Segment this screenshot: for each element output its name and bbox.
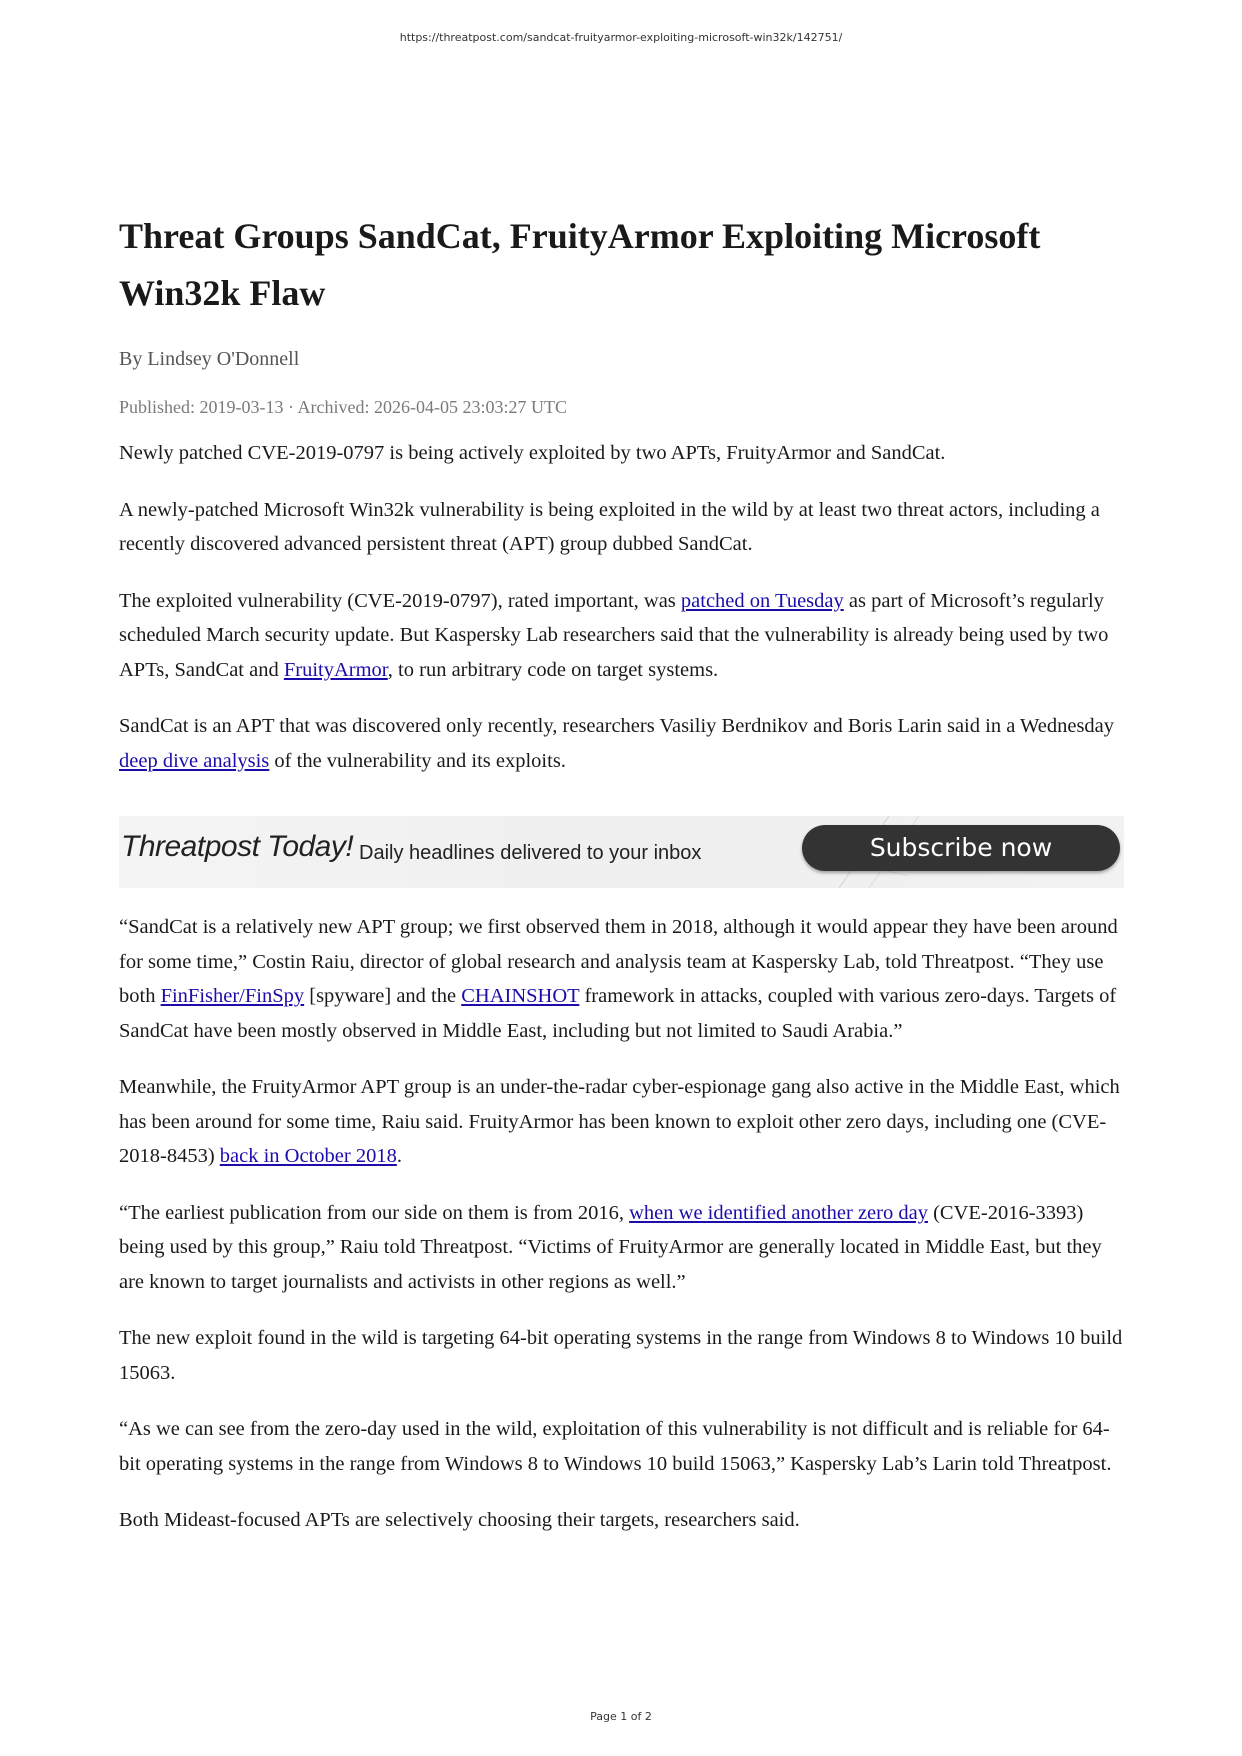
paragraph-4: SandCat is an APT that was discovered only recently, researchers Vasiliy Berdnikov and Boris Larin said in a Wednesday deep dive analysis of the vulnerability and its exploits. — [119, 715, 1115, 772]
patched-on-tuesday-link[interactable]: patched on Tuesday — [680, 589, 844, 612]
fruityarmor-link[interactable]: FruityArmor — [283, 658, 388, 681]
finfisher-finspy-link[interactable]: FinFisher/FinSpy — [160, 985, 305, 1007]
article — [119, 208, 1124, 1538]
paragraph-9: “As we can see from the zero-day used in the wild, exploitation of this vulnerability is not difficult and is reliable for 64-bit operating systems in the range from Windows 8 to Windows 10 build 15063,” Kaspersky Lab’s Larin told Threatpost. — [119, 1418, 1112, 1475]
page-number: Page 1 of 2 — [590, 1710, 652, 1723]
paragraph-5: “SandCat is a relatively new APT group; we first observed them in 2018, although it would appear they have been around for some time,” Costin Raiu, director of global research and analysis team at Kaspersky Lab, told Threatpost. “They use both FinFisher/FinSpy [spyware] and the CHAINSHOT framework in attacks, coupled with various zero-days. Targets of SandCat have been mostly observed in Middle East, including but not limited to Saudi Arabia.” — [119, 916, 1118, 1042]
paragraph-10: Both Mideast-focused APTs are selectively choosing their targets, researchers said. — [119, 1509, 800, 1531]
banner-tagline: Daily headlines delivered to your inbox — [359, 842, 702, 864]
paragraph-1: Newly patched CVE-2019-0797 is being actively exploited by two APTs, FruityArmor and SandCat. — [119, 442, 946, 464]
subscribe-button[interactable]: Subscribe now — [802, 825, 1120, 871]
banner-brand: Threatpost Today! — [121, 830, 354, 863]
page-url: https://threatpost.com/sandcat-fruityarmor-exploiting-microsoft-win32k/142751/ — [399, 31, 843, 44]
paragraph-3: The exploited vulnerability (CVE-2019-0797), rated important, was patched on Tuesday as part of Microsoft’s regularly scheduled March security update. But Kaspersky Lab researchers said that the vulnerability is already being used by two APTs, SandCat and FruityArmor, to run arbitrary code on target systems. — [119, 589, 1109, 681]
article-title: Threat Groups SandCat, FruityArmor Exploiting Microsoft Win32k Flaw — [119, 216, 1041, 313]
another-zero-day-link[interactable]: when we identified another zero day — [629, 1201, 928, 1224]
newsletter-banner[interactable] — [119, 816, 1124, 888]
back-in-october-2018-link[interactable]: back in October 2018 — [219, 1145, 397, 1167]
paragraph-7: “The earliest publication from our side on them is from 2016, when we identified another zero day (CVE-2016-3393) being used by this group,” Raiu told Threatpost. “Victims of FruityArmor are generally located in Middle East, but they are known to target journalists and activists in other regions as well.” — [119, 1201, 1102, 1293]
paragraph-8: The new exploit found in the wild is targeting 64-bit operating systems in the range from Windows 8 to Windows 10 build 15063. — [119, 1327, 1123, 1384]
paragraph-2: A newly-patched Microsoft Win32k vulnerability is being exploited in the wild by at least two threat actors, including a recently discovered advanced persistent threat (APT) group dubbed SandCat. — [119, 498, 1100, 555]
chainshot-link[interactable]: CHAINSHOT — [461, 985, 580, 1007]
publication-dates: Published: 2019-03-13 · Archived: 2026-04-05 23:03:27 UTC — [119, 397, 567, 417]
byline: By Lindsey O'Donnell — [119, 348, 300, 370]
paragraph-6: Meanwhile, the FruityArmor APT group is an under-the-radar cyber-espionage gang also active in the Middle East, which has been around for some time, Raiu said. FruityArmor has been known to exploit other zero days, including one (CVE-2018-8453) back in October 2018. — [119, 1076, 1120, 1167]
deep-dive-analysis-link[interactable]: deep dive analysis — [119, 749, 270, 772]
